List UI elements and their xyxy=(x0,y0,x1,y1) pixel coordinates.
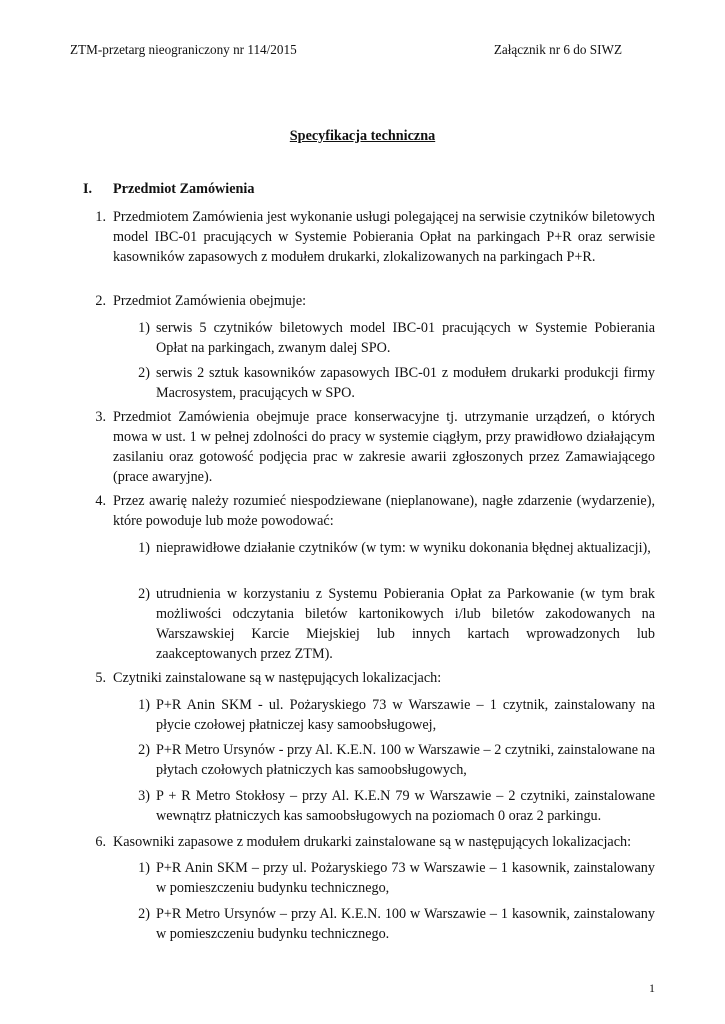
header-right: Załącznik nr 6 do SIWZ xyxy=(493,42,622,57)
item-number: 6. xyxy=(95,834,106,850)
list-item: Przedmiot Zamówienia obejmuje: xyxy=(113,293,307,309)
subitem-number: 1) xyxy=(138,320,150,336)
subitem-number: 2) xyxy=(138,586,150,602)
subitem-number: 2) xyxy=(138,906,150,922)
item-number: 2. xyxy=(95,293,106,309)
page-number: 1 xyxy=(649,981,655,995)
item-number: 1. xyxy=(95,209,106,225)
sub-list-item: P+R Anin SKM - ul. Pożaryskiego 73 w Warszawie – 1 czytnik, zainstalowany na płycie czołowej płatniczej kasy samoobsługowej, xyxy=(156,697,655,733)
header-left: ZTM-przetarg nieograniczony nr 114/2015 xyxy=(70,42,297,57)
sub-list-item: serwis 5 czytników biletowych model IBC-01 pracujących w Systemie Pobierania Opłat na parkingach, zwanym dalej SPO. xyxy=(156,320,655,356)
sub-list-item: P + R Metro Stokłosy – przy Al. K.E.N 79 w Warszawie – 2 czytniki, zainstalowane wewnątrz płatniczych kas samoobsługowych na poziomach 0 oraz 2 parkingu. xyxy=(156,788,655,824)
sub-list-item: utrudnienia w korzystaniu z Systemu Pobierania Opłat za Parkowanie (w tym brak możliwości odczytania biletów kartonikowych i/lub biletów zakodowanych na Warszawskiej Karcie Miejskiej lub innych kartach wprowadzonych lub zaakceptowanych przez ZTM). xyxy=(156,586,655,662)
subitem-number: 1) xyxy=(138,860,150,876)
subitem-number: 1) xyxy=(138,697,150,713)
sub-list-item: P+R Metro Ursynów – przy Al. K.E.N. 100 w Warszawie – 1 kasownik, zainstalowany w pomieszczeniu budynku technicznego. xyxy=(156,906,655,942)
list-item: Przedmiotem Zamówienia jest wykonanie usługi polegającej na serwisie czytników biletowych model IBC-01 pracujących w Systemie Pobierania Opłat na parkingach P+R oraz serwisie kasowników zapasowych z modułem drukarki, zlokalizowanych na parkingach P+R. xyxy=(113,209,655,265)
subitem-number: 1) xyxy=(138,540,150,556)
section-number: I. xyxy=(83,181,93,197)
sub-list-item: nieprawidłowe działanie czytników (w tym: w wyniku dokonania błędnej aktualizacji), xyxy=(156,540,651,556)
subitem-number: 3) xyxy=(138,788,150,804)
subitem-number: 2) xyxy=(138,365,150,381)
list-item: Przez awarię należy rozumieć niespodziewane (nieplanowane), nagłe zdarzenie (wydarzenie), które powoduje lub może powodować: xyxy=(113,493,655,529)
list-item: Przedmiot Zamówienia obejmuje prace konserwacyjne tj. utrzymanie urządzeń, o których mowa w ust. 1 w pełnej zdolności do pracy w systemie ciągłym, przy prawidłowo działającym zasilaniu oraz gotowość podjęcia prac w zakresie awarii zgłoszonych przez Zamawiającego (prace awaryjne). xyxy=(113,409,655,485)
item-number: 4. xyxy=(95,493,106,509)
section-title: Przedmiot Zamówienia xyxy=(113,181,255,197)
list-item: Czytniki zainstalowane są w następujących lokalizacjach: xyxy=(113,670,442,686)
page-title: Specyfikacja techniczna xyxy=(289,128,436,144)
sub-list-item: serwis 2 sztuk kasowników zapasowych IBC-01 z modułem drukarki produkcji firmy Macrosystem, pracujących w SPO. xyxy=(156,365,655,401)
item-number: 3. xyxy=(95,409,106,425)
item-number: 5. xyxy=(95,670,106,686)
subitem-number: 2) xyxy=(138,742,150,758)
sub-list-item: P+R Anin SKM – przy ul. Pożaryskiego 73 w Warszawie – 1 kasownik, zainstalowany w pomieszczeniu budynku technicznego, xyxy=(156,860,655,896)
sub-list-item: P+R Metro Ursynów - przy Al. K.E.N. 100 w Warszawie – 2 czytniki, zainstalowane na płytach czołowych płatniczych kas samoobsługowych, xyxy=(156,742,655,778)
list-item: Kasowniki zapasowe z modułem drukarki zainstalowane są w następujących lokalizacjach: xyxy=(113,834,632,850)
